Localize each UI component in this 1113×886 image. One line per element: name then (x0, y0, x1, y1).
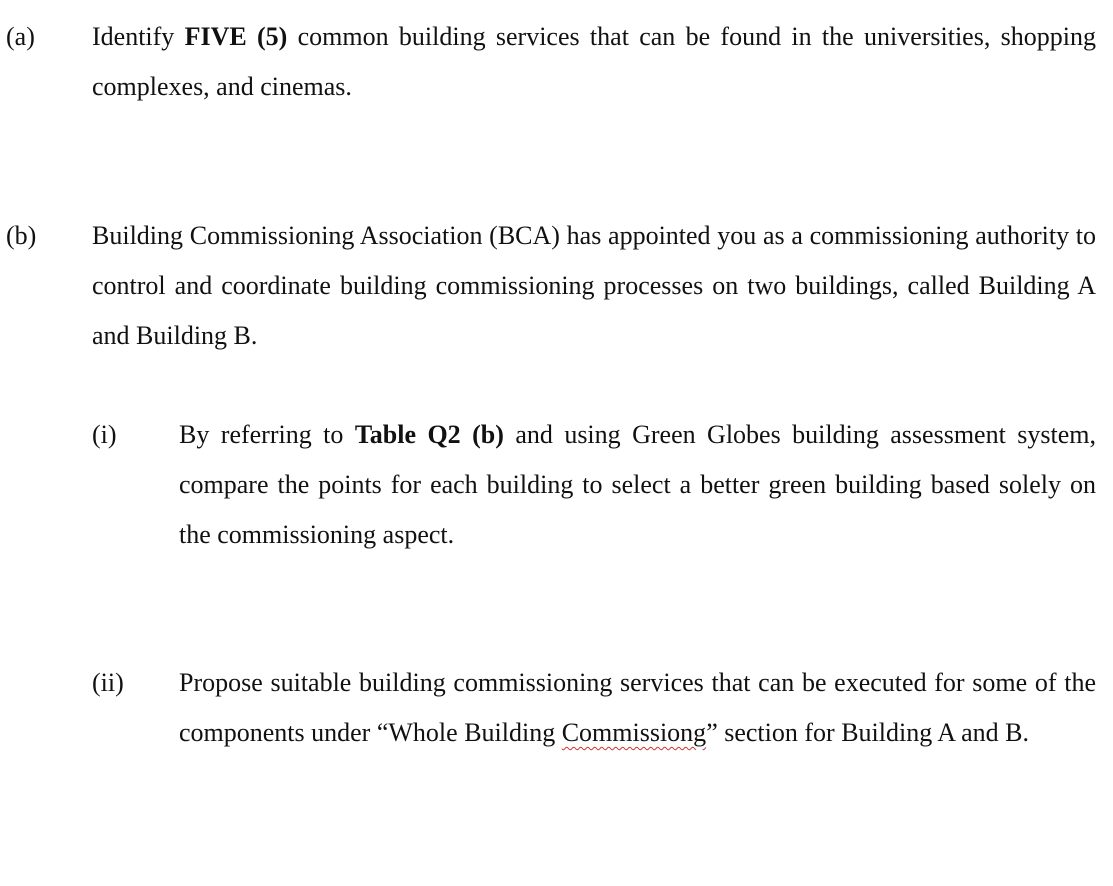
question-b-i-text-part2: and using Green Globes building assessment system, compare the points for each building to select a better green building based solely on the commissioning aspect. (179, 420, 1096, 549)
question-a-text-part2: common building services that can be found in the universities, shopping complexes, and cinemas. (92, 22, 1096, 101)
question-b-ii-text (179, 658, 1096, 758)
question-b-ii-text-part1: Propose suitable building commissioning services that can be executed for some of the components under “Whole Building (179, 668, 1096, 747)
question-b-i-label: (i) (92, 420, 117, 449)
question-a-bold: FIVE (5) (184, 22, 288, 51)
question-a-text (92, 12, 1096, 112)
question-b-label: (b) (6, 221, 37, 250)
spelling-error-word[interactable]: Commissiong (561, 718, 707, 747)
question-a-text-part1: Identify (92, 22, 185, 51)
question-b-i-text (179, 410, 1096, 560)
question-b-i-text-part1: By referring to (179, 420, 355, 449)
question-b-ii-label: (ii) (92, 668, 124, 697)
question-b-i-bold: Table Q2 (b) (354, 420, 504, 449)
question-b-ii-text-part2: ” section for Building A and B. (706, 718, 1029, 747)
question-a-label: (a) (6, 22, 35, 51)
question-b-text: Building Commissioning Association (BCA) has appointed you as a commissioning authority to control and coordinate building commissioning processes on two buildings, called Building A and Building B. (92, 221, 1096, 350)
